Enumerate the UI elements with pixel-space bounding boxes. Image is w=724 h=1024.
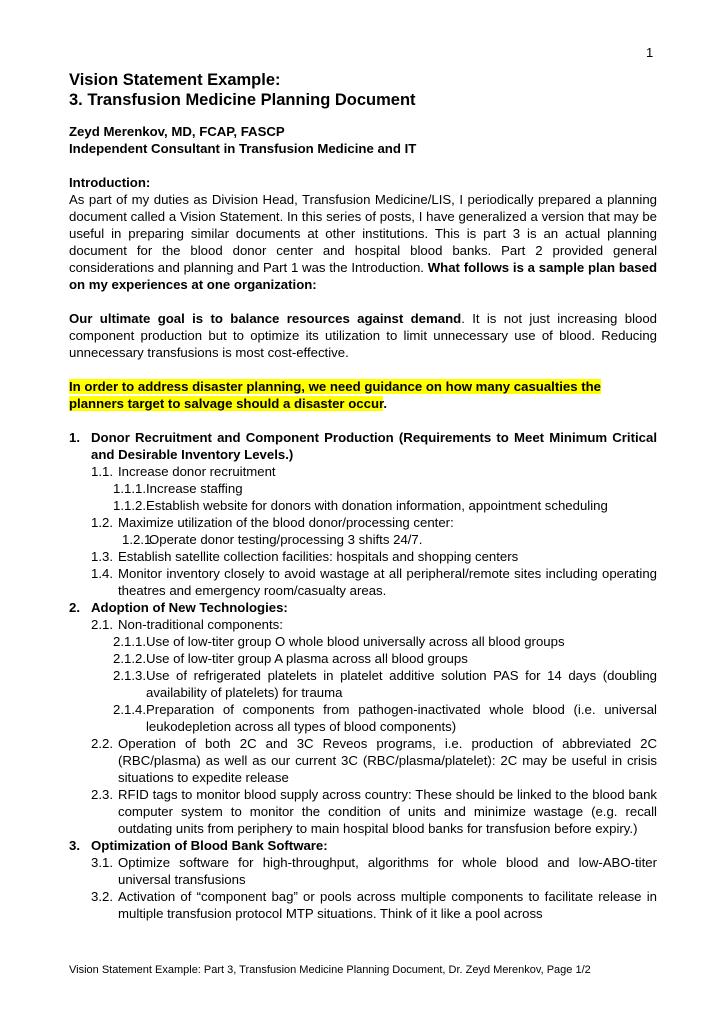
item-number: 2.1.3. [113, 668, 146, 683]
item-number: 3.1. [91, 855, 113, 870]
list-item [69, 888, 657, 922]
document-body [69, 70, 657, 922]
item-number: 3.2. [91, 889, 113, 904]
list-item [69, 786, 657, 837]
highlighted-text: In order to address disaster planning, we need guidance on how many casualties the planners target to salvage should a disaster occur [69, 379, 602, 411]
item-number: 3. [69, 838, 80, 853]
section-heading [69, 429, 657, 463]
item-number: 1.1. [91, 464, 113, 479]
page-number: 1 [646, 45, 654, 60]
intro-heading: Introduction: [69, 175, 151, 190]
item-text: Use of low-titer group A plasma across all blood groups [146, 651, 468, 666]
author-block [69, 123, 657, 157]
item-text: Use of refrigerated platelets in platelet additive solution PAS for 14 days (doubling availability of platelets) for trauma [146, 668, 657, 700]
item-text: Preparation of components from pathogen-inactivated whole blood (i.e. universal leukodepletion across all types of blood components) [146, 702, 657, 734]
item-number: 1.1.2. [113, 498, 146, 513]
goal-bold: Our ultimate goal is to balance resources against demand [69, 311, 462, 326]
item-number: 2.2. [91, 736, 113, 751]
highlight-tail: . [383, 396, 388, 411]
item-number: 1.4. [91, 566, 113, 581]
author-role: Independent Consultant in Transfusion Medicine and IT [69, 141, 417, 156]
intro-paragraph [69, 191, 657, 293]
sub-list-item [69, 480, 657, 497]
item-text: Adoption of New Technologies: [91, 600, 288, 615]
highlight-paragraph [69, 378, 657, 412]
item-number: 2.1.1. [113, 634, 146, 649]
item-text: Non-traditional components: [118, 617, 283, 632]
item-number: 2. [69, 600, 80, 615]
sub-list-item [69, 531, 657, 548]
item-text: RFID tags to monitor blood supply across country: These should be linked to the blood bank computer system to monitor the condition of units and minimize wastage (e.g. recall outdating units from periphery to main hospital blood banks for transfusion before expiry.) [118, 787, 657, 836]
list-item [69, 548, 657, 565]
author-name: Zeyd Merenkov, MD, FCAP, FASCP [69, 124, 285, 139]
item-text: Operate donor testing/processing 3 shifts 24/7. [149, 532, 423, 547]
item-text: Establish website for donors with donation information, appointment scheduling [146, 498, 608, 513]
section-heading [69, 837, 657, 854]
intro-text: As part of my duties as Division Head, Transfusion Medicine/LIS, I periodically prepared a planning document called a Vision Statement. In this series of posts, I have generalized a version that may be useful in preparing similar documents at other institutions. This is part 3 is an actual planning document for the blood donor center and hospital blood banks. Part 2 provided general considerations and planning and Part 1 was the Introduction. [69, 192, 657, 275]
item-text: Operation of both 2C and 3C Reveos programs, i.e. production of abbreviated 2C (RBC/plasma) as well as our current 3C (RBC/plasma/platelet): 2C may be useful in crisis situations to expedite release [118, 736, 657, 785]
item-number: 1. [69, 430, 80, 445]
intro-bold-tail: What follows is a sample plan based on my experiences at one organization: [69, 260, 657, 292]
item-number: 1.2.1. [122, 532, 155, 547]
item-number: 1.1.1. [113, 481, 146, 496]
goal-text: . It is not just increasing blood component production but to optimize its utilization to limit unnecessary use of blood. Reducing unnecessary transfusions is most cost-effective. [69, 311, 658, 360]
document-title [69, 70, 657, 110]
item-text: Use of low-titer group O whole blood universally across all blood groups [146, 634, 565, 649]
item-text: Optimize software for high-throughput, algorithms for whole blood and low-ABO-titer universal transfusions [118, 855, 657, 887]
item-number: 2.1. [91, 617, 113, 632]
list-item [69, 463, 657, 480]
title-line-1: Vision Statement Example: [69, 71, 281, 89]
item-number: 1.2. [91, 515, 113, 530]
sub-list-item [69, 701, 657, 735]
sub-list-item [69, 497, 657, 514]
section-heading [69, 599, 657, 616]
item-text: Activation of “component bag” or pools across multiple components to facilitate release in multiple transfusion protocol MTP situations. Think of it like a pool across [118, 889, 657, 921]
page-footer: Vision Statement Example: Part 3, Transfusion Medicine Planning Document, Dr. Zeyd Merenkov, Page 1/2 [69, 964, 591, 976]
goal-paragraph [69, 310, 657, 361]
list-item [69, 565, 657, 599]
item-text: Maximize utilization of the blood donor/processing center: [118, 515, 454, 530]
list-item [69, 735, 657, 786]
list-item [69, 854, 657, 888]
item-text: Increase donor recruitment [118, 464, 276, 479]
item-text: Donor Recruitment and Component Production (Requirements to Meet Minimum Critical and Desirable Inventory Levels.) [91, 430, 657, 462]
sub-list-item [69, 650, 657, 667]
item-text: Optimization of Blood Bank Software: [91, 838, 328, 853]
item-text: Monitor inventory closely to avoid wastage at all peripheral/remote sites including operating theatres and emergency room/casualty areas. [118, 566, 657, 598]
sub-list-item [69, 667, 657, 701]
item-text: Establish satellite collection facilities: hospitals and shopping centers [118, 549, 519, 564]
outline-list [69, 429, 657, 922]
sub-list-item [69, 633, 657, 650]
list-item [69, 616, 657, 633]
item-number: 2.1.4. [113, 702, 146, 717]
item-number: 2.1.2. [113, 651, 146, 666]
item-number: 2.3. [91, 787, 113, 802]
item-number: 1.3. [91, 549, 113, 564]
list-item [69, 514, 657, 531]
title-line-2: 3. Transfusion Medicine Planning Document [69, 91, 416, 109]
item-text: Increase staffing [146, 481, 243, 496]
